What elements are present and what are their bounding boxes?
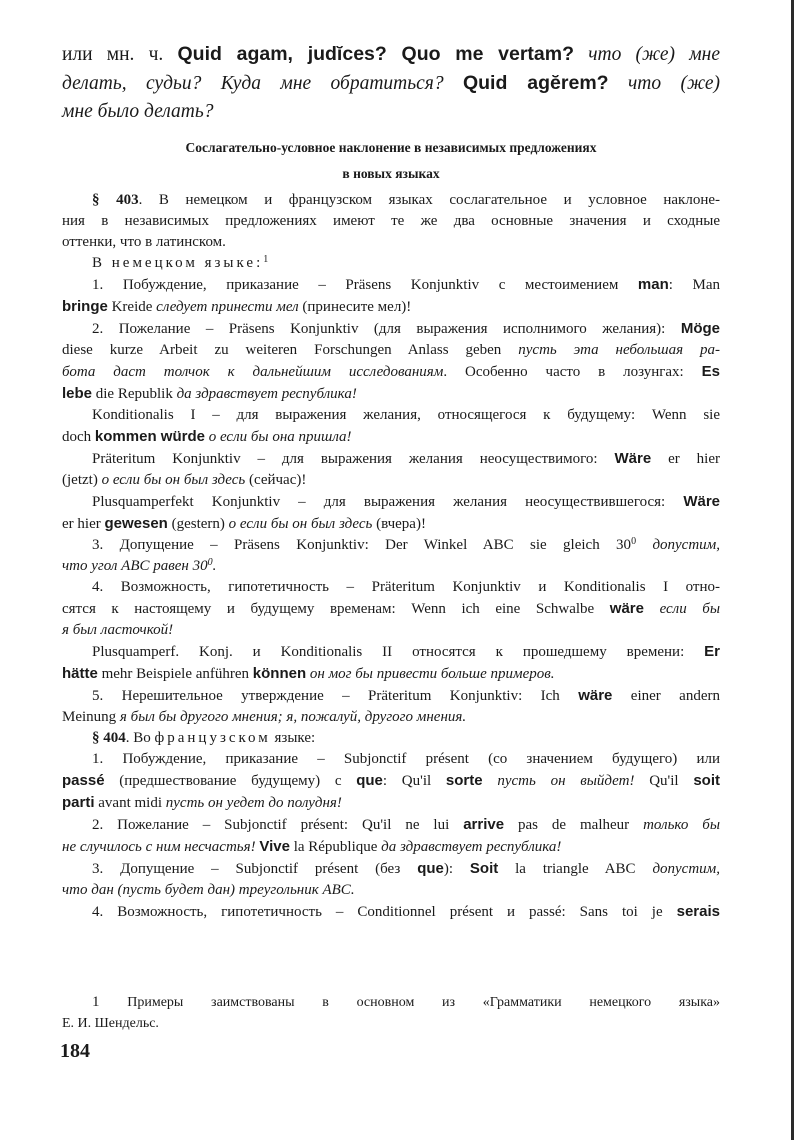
paragraph-fr-3 (62, 858, 720, 901)
text-run: пусть он выйдет! (497, 773, 635, 789)
text-run: Kreide (107, 299, 157, 315)
text-run: einer andern (612, 688, 720, 704)
text-run: lebe (62, 385, 93, 402)
paragraph-de-1 (62, 274, 720, 318)
text-line (62, 814, 720, 836)
paragraph-praeteritum (62, 448, 720, 491)
text-run: о если бы он был здесь (101, 472, 246, 488)
text-line (62, 598, 720, 620)
text-run: wäre (578, 687, 613, 704)
text-run: Soit (469, 860, 499, 877)
continuation-text (62, 40, 720, 126)
text-run: kommen würde (94, 428, 205, 445)
text-run: que (356, 772, 383, 789)
text-line: что дан (пусть будет дан) треугольник ABC. (62, 882, 355, 898)
text-run: avant midi (94, 795, 166, 811)
text-run: В немецком языке: (92, 255, 264, 271)
text-run: пусть он уедет до полудня! (165, 795, 342, 811)
text-run: wäre (609, 600, 644, 617)
text-run: допустим, (652, 537, 720, 553)
text-line (62, 663, 720, 685)
text-run: ): (443, 861, 470, 877)
text-run: пусть эта небольшая ра- (518, 342, 721, 358)
text-run: hätte (62, 665, 98, 682)
text-run: Qu'il (634, 773, 694, 789)
text-line (62, 707, 720, 728)
text-run: что (же) мне (574, 44, 720, 65)
text-run: . Во (125, 730, 155, 746)
paragraph-403 (62, 190, 720, 274)
text-line (62, 190, 720, 211)
text-run: Quid agĕrem? (462, 72, 609, 94)
text-run: он мог бы привести больше примеров. (309, 666, 555, 682)
text-run: если бы (659, 601, 720, 617)
paragraph-plusquamperfekt (62, 491, 720, 535)
text-run: 1. Побуждение, приказание – Präsens Konjunktiv с местоимением (92, 277, 638, 293)
text-run: arrive (463, 816, 505, 833)
text-run: Plusquamperf. Konj. и Konditionalis II относятся к прошедшему времени: (92, 644, 705, 660)
text-run: только бы (643, 817, 720, 833)
section-number: § 403 (92, 192, 139, 208)
text-run: 4. Возможность, гипотетичность – Conditionnel présent и passé: Sans toi je (92, 904, 677, 920)
text-run: soit (693, 772, 720, 789)
text-run: doch (62, 429, 95, 445)
paragraph-konditionalis-1 (62, 405, 720, 448)
text-line (62, 274, 720, 296)
text-run: que (417, 860, 444, 877)
text-run: 5. Нерешительное утверждение – Präteritum Konjunktiv: Ich (92, 688, 579, 704)
text-line (62, 296, 720, 318)
text-run: 3. Допущение – Präsens Konjunktiv: Der Winkel ABC sie gleich 30 (92, 537, 632, 553)
text-line (62, 858, 720, 880)
text-line: 4. Возможность, гипотетичность – Präteritum Konjunktiv и Konditionalis I отно- (92, 579, 720, 595)
text-run: Примеры заимствованы в основном из «Грамматики немецкого языка» (99, 995, 720, 1010)
text-line (62, 491, 720, 513)
text-line (62, 69, 720, 98)
text-run: : Qu'il (382, 773, 446, 789)
text-run (483, 773, 498, 789)
text-run: . (212, 558, 217, 574)
paragraph-de-2 (62, 318, 720, 405)
text-run: diese kurze Arbeit zu weiteren Forschungen Anlass geben (62, 342, 519, 358)
text-run: Er (704, 643, 720, 660)
text-line (62, 40, 720, 69)
text-line (62, 901, 720, 923)
text-run: gewesen (104, 515, 168, 532)
text-line (62, 361, 720, 383)
text-run: Möge (680, 320, 720, 337)
text-run: 2. Пожелание – Präsens Konjunktiv (для выражения исполнимого желания): (92, 321, 681, 337)
text-run: serais (676, 903, 720, 920)
text-run: 2. Пожелание – Subjonctif présent: Qu'il ne lui (92, 817, 464, 833)
text-line: я был ласточкой! (62, 622, 174, 638)
text-line (62, 792, 720, 814)
text-run (636, 537, 652, 553)
text-run: Plusquamperfekt Konjunktiv – для выражения желания неосуществившегося: (92, 494, 684, 510)
text-run: la République (289, 839, 382, 855)
text-line (62, 513, 720, 535)
text-line: Konditionalis I – для выражения желания, относящегося к будущему: Wenn sie (92, 407, 720, 423)
text-line (62, 556, 720, 577)
text-run: bringe (62, 298, 108, 315)
page-number: 184 (60, 1040, 90, 1062)
text-run: (вчера)! (372, 516, 426, 532)
paragraph-fr-2 (62, 814, 720, 858)
text-run: Wäre (683, 493, 720, 510)
footnote (62, 992, 720, 1034)
text-run: да здравствует республика! (381, 839, 562, 855)
section-number: § 404 (92, 730, 126, 746)
text-line (62, 770, 720, 792)
paragraph-de-3 (62, 535, 720, 577)
text-line (62, 470, 720, 491)
text-run: . Особенно часто в лозунгах: (443, 364, 702, 380)
text-line: ния в независимых предложениях имеют те же два основные значения и сходные (62, 213, 720, 229)
text-line (62, 992, 720, 1013)
text-run: pas de malheur (504, 817, 644, 833)
text-run: сятся к настоящему и будущему временам: Wenn ich eine Schwalbe (62, 601, 610, 617)
text-run: языке: (270, 730, 316, 746)
text-run: я был бы другого мнения; я, пожалуй, другого мнения. (119, 709, 467, 725)
text-run: (jetzt) (62, 472, 102, 488)
text-line (62, 535, 720, 556)
text-run: допустим, (652, 861, 720, 877)
footnote-number: 1 (92, 994, 100, 1010)
text-run: Quid agam, judĭces? Quo me vertam? (177, 43, 575, 65)
text-run: или мн. ч. (62, 44, 178, 65)
text-run: о если бы он был здесь (228, 516, 373, 532)
text-line (62, 426, 720, 448)
text-run: mehr Beispiele anführen (97, 666, 253, 682)
text-line (62, 836, 720, 858)
body-text (62, 190, 720, 923)
text-run: parti (62, 794, 95, 811)
text-line (62, 340, 720, 361)
text-run: о если бы она пришла! (208, 429, 352, 445)
text-run: : (668, 277, 693, 293)
text-run: что (же) (608, 73, 720, 94)
heading-line: в новых языках (342, 166, 440, 181)
text-run: 3. Допущение – Subjonctif présent (без (92, 861, 418, 877)
text-run: (gestern) (167, 516, 229, 532)
text-run: la triangle ABC (498, 861, 653, 877)
text-run: man (637, 276, 669, 293)
text-line: Е. И. Шендельс. (62, 1016, 159, 1031)
text-run: können (252, 665, 307, 682)
text-run: делать, судьи? Куда мне обратиться? (62, 73, 463, 94)
text-line: мне было делать? (62, 101, 214, 122)
text-line (62, 383, 720, 405)
text-run: . В немецком и французском языках сослагательное и условное наклоне- (138, 192, 721, 208)
text-run: Meinung (62, 709, 120, 725)
text-run: er hier (62, 516, 105, 532)
text-run: 0 (207, 557, 213, 568)
paragraph-de-5 (62, 685, 720, 728)
text-run: (предшествование будущему) с (104, 773, 357, 789)
paragraph-fr-1 (62, 749, 720, 814)
paragraph-plusquamperfekt-2 (62, 641, 720, 685)
text-run: passé (62, 772, 105, 789)
paragraph-404 (62, 728, 720, 749)
text-run: er hier (651, 451, 720, 467)
text-run: Wäre (614, 450, 652, 467)
text-line: 1. Побуждение, приказание – Subjonctif présent (со значением будущего) или (92, 751, 720, 767)
text-run: sorte (445, 772, 483, 789)
text-run (644, 601, 660, 617)
text-line (62, 641, 720, 663)
text-line (62, 318, 720, 340)
text-line (62, 448, 720, 470)
paragraph-de-4 (62, 577, 720, 641)
text-run: 0 (631, 536, 637, 547)
text-line: оттенки, что в латинском. (62, 234, 226, 250)
text-run: бота даст толчок к дальнейшим исследованиям (62, 364, 444, 380)
text-run: следует принести мел (156, 299, 299, 315)
text-run: Vive (259, 838, 290, 855)
text-run: (принесите мел)! (298, 299, 412, 315)
section-heading (62, 135, 720, 187)
text-run: что угол ABC равен 30 (62, 558, 208, 574)
footnote-ref: 1 (263, 254, 269, 265)
text-line (62, 728, 720, 749)
text-run: Man (692, 277, 721, 293)
text-line (62, 253, 720, 274)
text-run: да здравствует республика! (176, 386, 357, 402)
text-line (62, 685, 720, 707)
text-run: (сейчас)! (245, 472, 307, 488)
text-run: Es (701, 363, 720, 380)
text-run: не случилось с ним несчастья! (62, 839, 256, 855)
text-run: Präteritum Konjunktiv – для выражения желания неосуществимого: (92, 451, 615, 467)
paragraph-fr-4 (62, 901, 720, 923)
text-run: die Republik (92, 386, 177, 402)
text-run: французском (154, 730, 271, 746)
heading-line: Сослагательно-условное наклонение в независимых предложениях (185, 140, 597, 155)
